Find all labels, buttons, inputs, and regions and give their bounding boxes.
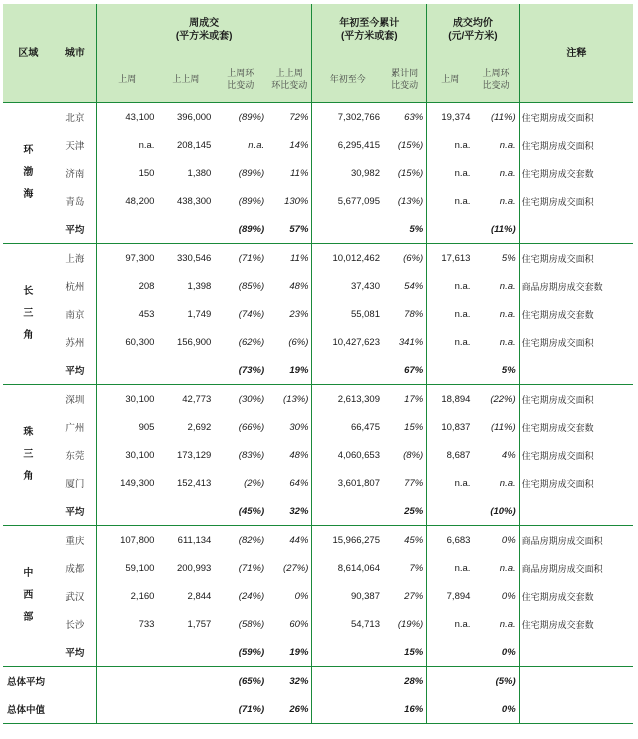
- last-week-value: 30,100: [96, 385, 157, 414]
- avg-price: n.a.: [427, 554, 474, 582]
- wow-change: (89%): [238, 111, 265, 123]
- note-text: 商品房期房成交套数: [519, 272, 633, 300]
- city-name: 东莞: [65, 451, 85, 462]
- wow-change: (82%): [214, 526, 267, 555]
- wow-change: (66%): [238, 421, 265, 433]
- prev-week-value: 1,749: [187, 308, 212, 320]
- empty-cell: [427, 215, 474, 244]
- empty-cell: [312, 215, 383, 244]
- last-week-value: n.a.: [96, 131, 157, 159]
- last-week-value: 59,100: [96, 554, 157, 582]
- ytd-change: 7%: [409, 562, 424, 574]
- empty-cell: [519, 695, 633, 724]
- average-ytd-change: 67%: [404, 364, 424, 376]
- city-name: 厦门: [65, 479, 85, 490]
- empty-cell: [312, 695, 383, 724]
- city-name: 济南: [65, 169, 85, 180]
- prev-wow-change: (6%): [288, 336, 309, 348]
- note-text: 住宅期房成交套数: [519, 610, 633, 638]
- average-row: [3, 215, 633, 244]
- summary-wow: (71%): [214, 695, 267, 724]
- city-name: 长沙: [65, 620, 85, 631]
- wow-change: (2%): [244, 477, 265, 489]
- ytd-change: (13%): [397, 195, 424, 207]
- header-wow: 上周环 比变动: [214, 56, 267, 103]
- empty-cell: [427, 356, 474, 385]
- avg-price: n.a.: [427, 610, 474, 638]
- ytd-change: 341%: [398, 336, 424, 348]
- prev-wow-change: (27%): [283, 562, 309, 574]
- last-week-value: 453: [96, 300, 157, 328]
- table-row: [3, 159, 633, 187]
- prev-week-value: 611,134: [157, 526, 214, 555]
- avg-price: 10,837: [427, 413, 474, 441]
- last-week-value: 97,300: [96, 244, 157, 273]
- prev-wow-change: 23%: [289, 308, 309, 320]
- empty-cell: [519, 497, 633, 526]
- last-week-value: 150: [96, 159, 157, 187]
- prev-wow-change: 64%: [289, 477, 309, 489]
- ytd-change: 54%: [404, 280, 424, 292]
- table-row: [3, 272, 633, 300]
- region-label: 中 西 部: [3, 526, 54, 667]
- price-change: (11%): [491, 421, 516, 433]
- summary-row: [3, 695, 633, 724]
- empty-cell: [519, 638, 633, 667]
- ytd-value: 55,081: [312, 300, 383, 328]
- city-name: 北京: [65, 113, 85, 124]
- city-name: 深圳: [54, 385, 97, 414]
- header-region: 区域: [3, 4, 54, 103]
- header-ytd: 年初至今累计 (平方米或套): [312, 4, 427, 56]
- empty-cell: [519, 356, 633, 385]
- summary-ytd-change: 28%: [383, 667, 427, 696]
- header-price-wow: 上周环 比变动: [473, 56, 519, 103]
- wow-change: (71%): [238, 562, 265, 574]
- table-header: [3, 4, 633, 103]
- ytd-value: 3,601,807: [312, 469, 383, 497]
- last-week-value: 30,100: [96, 441, 157, 469]
- price-change: n.a.: [499, 167, 516, 179]
- prev-week-value: 2,692: [187, 421, 212, 433]
- prev-wow-change: 60%: [289, 618, 309, 630]
- table-row: [3, 385, 633, 414]
- avg-price: n.a.: [427, 187, 474, 215]
- ytd-change: 45%: [383, 526, 427, 555]
- note-text: 住宅期房成交面积: [519, 328, 633, 356]
- table-row: [3, 131, 633, 159]
- avg-price: n.a.: [427, 131, 474, 159]
- summary-prev-wow: 26%: [267, 695, 312, 724]
- price-change: n.a.: [499, 336, 516, 348]
- ytd-change: (8%): [403, 449, 424, 461]
- avg-price: 18,894: [427, 385, 474, 414]
- average-label: 平均: [65, 366, 85, 377]
- table-row: [3, 103, 633, 132]
- wow-change: (85%): [238, 280, 265, 292]
- table-row: [3, 526, 633, 555]
- table-row: [3, 469, 633, 497]
- ytd-value: 5,677,095: [312, 187, 383, 215]
- prev-wow-change: (13%): [267, 385, 312, 414]
- summary-label: 总体中值: [3, 695, 96, 724]
- header-note: 注释: [519, 4, 633, 103]
- ytd-value: 6,295,415: [312, 131, 383, 159]
- note-text: 住宅期房成交套数: [519, 159, 633, 187]
- price-change: n.a.: [499, 308, 516, 320]
- note-text: 商品房期房成交面积: [519, 526, 633, 555]
- average-wow: (73%): [238, 364, 265, 376]
- ytd-value: 15,966,275: [312, 526, 383, 555]
- summary-label: 总体平均: [3, 667, 96, 696]
- avg-price: n.a.: [427, 328, 474, 356]
- header-ytd-change: 累计同 比变动: [383, 56, 427, 103]
- prev-wow-change: 14%: [289, 139, 309, 151]
- summary-row: [3, 667, 633, 696]
- note-text: 住宅期房成交面积: [519, 103, 633, 132]
- price-change: 4%: [501, 449, 516, 461]
- average-wow: (45%): [238, 505, 265, 517]
- ytd-value: 2,613,309: [312, 385, 383, 414]
- price-change: (22%): [473, 385, 519, 414]
- summary-wow: (65%): [214, 667, 267, 696]
- city-name: 武汉: [65, 592, 85, 603]
- empty-cell: [427, 638, 474, 667]
- table-row: [3, 441, 633, 469]
- price-change: 0%: [473, 526, 519, 555]
- average-prev-wow: 19%: [289, 646, 309, 658]
- region-label: 珠 三 角: [3, 385, 54, 526]
- average-ytd-change: 5%: [409, 223, 424, 235]
- prev-wow-change: 48%: [289, 449, 309, 461]
- wow-change: (89%): [238, 167, 265, 179]
- prev-week-value: 330,546: [157, 244, 214, 273]
- last-week-value: 905: [96, 413, 157, 441]
- prev-week-value: 200,993: [176, 562, 212, 574]
- table-row: [3, 610, 633, 638]
- summary-ytd-change: 16%: [383, 695, 427, 724]
- wow-change: (30%): [214, 385, 267, 414]
- city-name: 广州: [65, 423, 85, 434]
- empty-cell: [157, 667, 214, 696]
- prev-week-value: 2,844: [187, 590, 212, 602]
- last-week-value: 733: [96, 610, 157, 638]
- city-name: 天津: [65, 141, 85, 152]
- prev-week-value: 1,380: [187, 167, 212, 179]
- table-row: [3, 187, 633, 215]
- prev-wow-change: 30%: [289, 421, 309, 433]
- empty-cell: [157, 497, 214, 526]
- empty-cell: [157, 356, 214, 385]
- price-change: n.a.: [499, 477, 516, 489]
- avg-price: 7,894: [427, 582, 474, 610]
- wow-change: (89%): [238, 195, 265, 207]
- prev-week-value: 1,398: [187, 280, 212, 292]
- average-wow: (59%): [238, 646, 265, 658]
- prev-week-value: 173,129: [176, 449, 212, 461]
- ytd-change: 17%: [383, 385, 427, 414]
- table-row: [3, 244, 633, 273]
- average-price-change: 5%: [501, 364, 516, 376]
- wow-change: (24%): [238, 590, 265, 602]
- ytd-value: 37,430: [312, 272, 383, 300]
- avg-price: n.a.: [427, 272, 474, 300]
- wow-change: (83%): [238, 449, 265, 461]
- note-text: 住宅期房成交面积: [519, 385, 633, 414]
- ytd-change: 78%: [404, 308, 424, 320]
- ytd-value: 54,713: [312, 610, 383, 638]
- prev-wow-change: 0%: [294, 590, 309, 602]
- average-prev-wow: 57%: [289, 223, 309, 235]
- prev-wow-change: 48%: [289, 280, 309, 292]
- prev-week-value: 208,145: [176, 139, 212, 151]
- average-ytd-change: 25%: [404, 505, 424, 517]
- summary-price-change: 0%: [473, 695, 519, 724]
- city-name: 上海: [54, 244, 97, 273]
- city-name: 成都: [65, 564, 85, 575]
- avg-price: 6,683: [427, 526, 474, 555]
- data-table-container: [3, 4, 633, 724]
- price-change: n.a.: [499, 562, 516, 574]
- empty-cell: [427, 695, 474, 724]
- last-week-value: 107,800: [96, 526, 157, 555]
- note-text: 住宅期房成交面积: [519, 131, 633, 159]
- empty-cell: [312, 667, 383, 696]
- note-text: 住宅期房成交面积: [519, 441, 633, 469]
- last-week-value: 2,160: [96, 582, 157, 610]
- ytd-value: 8,614,064: [312, 554, 383, 582]
- region-label: 长 三 角: [3, 244, 54, 385]
- last-week-value: 149,300: [96, 469, 157, 497]
- empty-cell: [96, 695, 157, 724]
- header-weekly: 周成交 (平方米或套): [96, 4, 311, 56]
- avg-price: n.a.: [427, 469, 474, 497]
- empty-cell: [427, 667, 474, 696]
- empty-cell: [96, 356, 157, 385]
- prev-wow-change: 11%: [290, 167, 309, 179]
- header-prev-wow: 上上周 环比变动: [267, 56, 312, 103]
- note-text: 住宅期房成交面积: [519, 244, 633, 273]
- wow-change: (74%): [238, 308, 265, 320]
- table-body: [3, 103, 633, 724]
- ytd-value: 4,060,653: [312, 441, 383, 469]
- empty-cell: [96, 497, 157, 526]
- table-row: [3, 413, 633, 441]
- ytd-value: 10,427,623: [312, 328, 383, 356]
- summary-prev-wow: 32%: [267, 667, 312, 696]
- avg-price: n.a.: [427, 159, 474, 187]
- table-row: [3, 554, 633, 582]
- average-row: [3, 356, 633, 385]
- avg-price: 17,613: [427, 244, 474, 273]
- ytd-change: (19%): [397, 618, 424, 630]
- empty-cell: [519, 667, 633, 696]
- ytd-value: 30,982: [312, 159, 383, 187]
- wow-change: n.a.: [248, 139, 265, 151]
- ytd-change: 63%: [404, 111, 424, 123]
- city-name: 南京: [65, 310, 85, 321]
- header-last-week: 上周: [96, 56, 157, 103]
- average-label: 平均: [65, 507, 85, 518]
- empty-cell: [312, 497, 383, 526]
- ytd-change: 27%: [404, 590, 424, 602]
- average-wow: (89%): [238, 223, 265, 235]
- average-label: 平均: [65, 648, 85, 659]
- city-name: 重庆: [54, 526, 97, 555]
- empty-cell: [312, 356, 383, 385]
- note-text: 住宅期房成交面积: [519, 187, 633, 215]
- ytd-change: (15%): [397, 167, 424, 179]
- avg-price: 8,687: [427, 441, 474, 469]
- note-text: 住宅期房成交套数: [519, 413, 633, 441]
- average-prev-wow: 19%: [289, 364, 309, 376]
- ytd-value: 90,387: [312, 582, 383, 610]
- table-row: [3, 582, 633, 610]
- note-text: 住宅期房成交套数: [519, 300, 633, 328]
- average-label: 平均: [65, 225, 85, 236]
- average-price-change: 0%: [501, 646, 516, 658]
- empty-cell: [157, 695, 214, 724]
- city-name: 苏州: [65, 338, 85, 349]
- average-ytd-change: 15%: [404, 646, 424, 658]
- average-row: [3, 497, 633, 526]
- price-change: n.a.: [499, 195, 516, 207]
- prev-week-value: 42,773: [157, 385, 214, 414]
- last-week-value: 60,300: [96, 328, 157, 356]
- ytd-value: 10,012,462: [312, 244, 383, 273]
- empty-cell: [157, 215, 214, 244]
- average-prev-wow: 32%: [289, 505, 309, 517]
- average-price-change: (10%): [490, 505, 516, 517]
- prev-week-value: 156,900: [176, 336, 212, 348]
- note-text: 商品房期房成交面积: [519, 554, 633, 582]
- empty-cell: [427, 497, 474, 526]
- last-week-value: 43,100: [96, 103, 157, 132]
- city-name: 杭州: [65, 282, 85, 293]
- empty-cell: [96, 638, 157, 667]
- header-price-last: 上周: [427, 56, 474, 103]
- note-text: 住宅期房成交套数: [519, 582, 633, 610]
- wow-change: (58%): [238, 618, 265, 630]
- last-week-value: 208: [96, 272, 157, 300]
- header-price: 成交均价 (元/平方米): [427, 4, 519, 56]
- prev-week-value: 1,757: [187, 618, 212, 630]
- prev-week-value: 152,413: [176, 477, 212, 489]
- prev-wow-change: 11%: [267, 244, 312, 273]
- header-prev-week: 上上周: [157, 56, 214, 103]
- prev-wow-change: 72%: [289, 111, 309, 123]
- price-change: n.a.: [499, 280, 516, 292]
- ytd-change: 77%: [404, 477, 424, 489]
- empty-cell: [96, 667, 157, 696]
- avg-price: 19,374: [427, 103, 474, 132]
- prev-week-value: 396,000: [176, 111, 212, 123]
- average-price-change: (11%): [491, 223, 516, 235]
- prev-week-value: 438,300: [176, 195, 212, 207]
- property-sales-table: [3, 4, 633, 724]
- price-change: 0%: [501, 590, 516, 602]
- prev-wow-change: 44%: [267, 526, 312, 555]
- region-label: 环 渤 海: [23, 145, 34, 200]
- price-change: 5%: [473, 244, 519, 273]
- prev-wow-change: 130%: [284, 195, 309, 207]
- price-change: n.a.: [499, 139, 516, 151]
- summary-price-change: (5%): [473, 667, 519, 696]
- price-change: n.a.: [499, 618, 516, 630]
- price-change: (11%): [491, 111, 516, 123]
- table-row: [3, 300, 633, 328]
- empty-cell: [312, 638, 383, 667]
- empty-cell: [157, 638, 214, 667]
- ytd-change: 15%: [404, 421, 424, 433]
- note-text: 住宅期房成交面积: [519, 469, 633, 497]
- ytd-value: 7,302,766: [312, 103, 383, 132]
- ytd-change: (6%): [383, 244, 427, 273]
- header-ytd-sub: 年初至今: [312, 56, 383, 103]
- table-row: [3, 328, 633, 356]
- header-city: 城市: [54, 4, 97, 103]
- empty-cell: [519, 215, 633, 244]
- city-name: 青岛: [65, 197, 85, 208]
- avg-price: n.a.: [427, 300, 474, 328]
- empty-cell: [96, 215, 157, 244]
- average-row: [3, 638, 633, 667]
- wow-change: (71%): [214, 244, 267, 273]
- last-week-value: 48,200: [96, 187, 157, 215]
- wow-change: (62%): [238, 336, 265, 348]
- ytd-change: (15%): [397, 139, 424, 151]
- ytd-value: 66,475: [312, 413, 383, 441]
